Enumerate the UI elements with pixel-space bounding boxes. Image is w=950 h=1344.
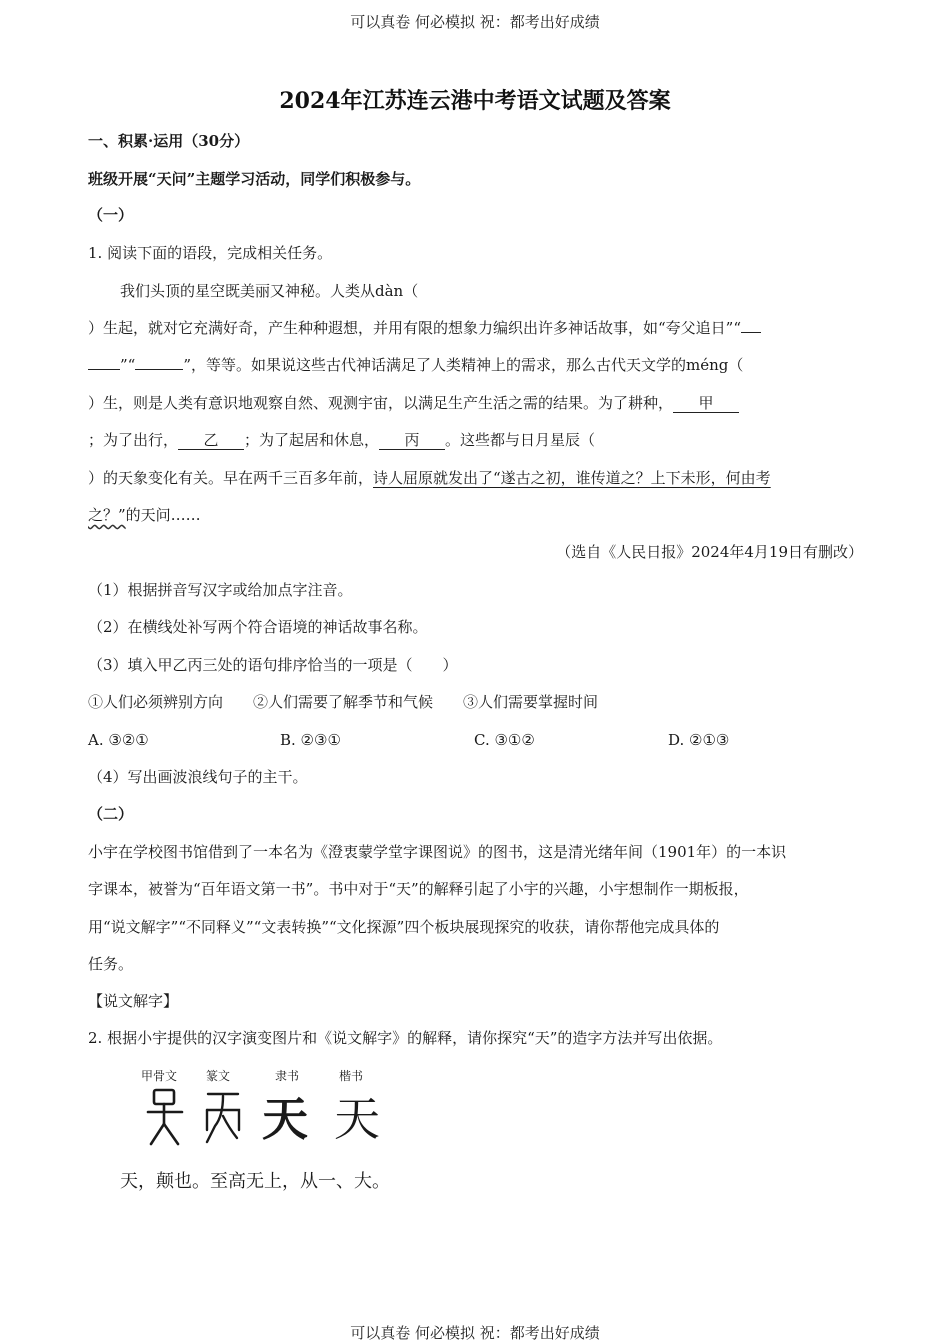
passage-text: ）生，则是人类有意识地观察自然、观测宇宙，以满足生产生活之需的结果。为了耕种，	[88, 394, 674, 412]
section-heading: 一、积累·运用（30分）	[88, 132, 250, 150]
passage-line	[88, 392, 863, 414]
option-a[interactable]: A. ③②①	[88, 731, 149, 749]
passage-text: ；为了出行，	[88, 431, 179, 449]
passage-line	[88, 467, 863, 489]
question-1-stem: 1. 阅读下面的语段，完成相关任务。	[88, 244, 333, 262]
label-clerical: 隶书	[275, 1069, 300, 1083]
fill-blank	[88, 369, 120, 370]
sub-question-1: （1）根据拼音写汉字或给加点字注音。	[88, 581, 353, 599]
question-2-stem: 2. 根据小宇提供的汉字演变图片和《说文解字》的解释，请你探究“天”的造字方法并写出依据。	[88, 1029, 723, 1047]
option-b[interactable]: B. ②③①	[280, 731, 341, 749]
blank-bing: 丙	[379, 431, 445, 450]
shuowen-quote: 天，颠也。至高无上，从一、大。	[120, 1171, 390, 1192]
wavy-text: 之？”	[88, 506, 126, 524]
option-c[interactable]: C. ③①②	[474, 731, 535, 749]
section-bracket-heading: 【说文解字】	[88, 992, 179, 1010]
label-regular: 楷书	[339, 1069, 364, 1083]
clerical-tian-char: 天	[262, 1092, 308, 1146]
passage-text: 。这些都与日月星辰（	[445, 431, 596, 449]
fill-blank	[741, 332, 761, 333]
passage-text: ”“	[120, 356, 136, 374]
passage-line	[88, 354, 863, 376]
part-two-label: （二）	[88, 805, 134, 823]
page-header: 可以真卷 何必模拟 祝：都考出好成绩	[350, 13, 600, 31]
intro-text: 班级开展“天问”主题学习活动，同学们积极参与。	[88, 170, 421, 188]
paragraph-line: 字课本，被誉为“百年语文第一书”。书中对于“天”的解释引起了小宇的兴趣，小宇想制作一期板报，	[88, 880, 749, 898]
passage-text: ”，等等。如果说这些古代神话满足了人类精神上的需求，那么古代天文学的méng（	[183, 356, 744, 374]
ordering-items: ①人们必须辨别方向 ②人们需要了解季节和气候 ③人们需要掌握时间	[88, 693, 599, 711]
paragraph-line: 小宇在学校图书馆借到了一本名为《澄衷蒙学堂字课图说》的图书，这是清光绪年间（1901年）的一本识	[88, 843, 787, 861]
passage-text: 的天问……	[125, 506, 201, 524]
passage-text: ；为了起居和休息，	[244, 431, 380, 449]
paragraph-line: 用“说文解字”“不同释义”“文表转换”“文化探源”四个板块展现探究的收获，请你帮他完成具体的	[88, 918, 720, 936]
sub-question-4: （4）写出画波浪线句子的主干。	[88, 768, 308, 786]
page-footer: 可以真卷 何必模拟 祝：都考出好成绩	[350, 1324, 600, 1342]
sub-question-3: （3）填入甲乙丙三处的语句排序恰当的一项是（ ）	[88, 656, 458, 674]
blank-yi: 乙	[178, 431, 244, 450]
regular-tian-char: 天	[334, 1092, 380, 1146]
passage-text: ）生起，就对它充满好奇，产生种种遐想，并用有限的想象力编织出许多神话故事，如“夸父追日”“	[88, 319, 742, 337]
blank-jia: 甲	[673, 394, 739, 413]
page-title: 2024年江苏连云港中考语文试题及答案	[279, 88, 671, 114]
answer-options	[88, 729, 863, 751]
source-citation: （选自《人民日报》2024年4月19日有删改）	[556, 543, 863, 561]
passage-line	[88, 504, 863, 526]
passage-line: 我们头顶的星空既美丽又神秘。人类从dàn（	[120, 282, 419, 300]
underlined-text: 诗人屈原就发出了“遂古之初，谁传道之？上下未形，何由考	[373, 469, 771, 487]
paragraph-line: 任务。	[88, 955, 134, 973]
fill-blank	[135, 369, 183, 370]
option-d[interactable]: D. ②①③	[668, 731, 730, 749]
passage-line	[88, 317, 863, 339]
passage-text: ）的天象变化有关。早在两千三百多年前，	[88, 469, 374, 487]
oracle-bone-tian-glyph	[145, 1086, 185, 1148]
label-oracle: 甲骨文	[141, 1069, 178, 1083]
sub-question-2: （2）在横线处补写两个符合语境的神话故事名称。	[88, 618, 428, 636]
passage-line	[88, 429, 863, 451]
label-seal: 篆文	[206, 1069, 231, 1083]
seal-script-tian-glyph	[203, 1086, 243, 1148]
part-one-label: （一）	[88, 206, 134, 224]
